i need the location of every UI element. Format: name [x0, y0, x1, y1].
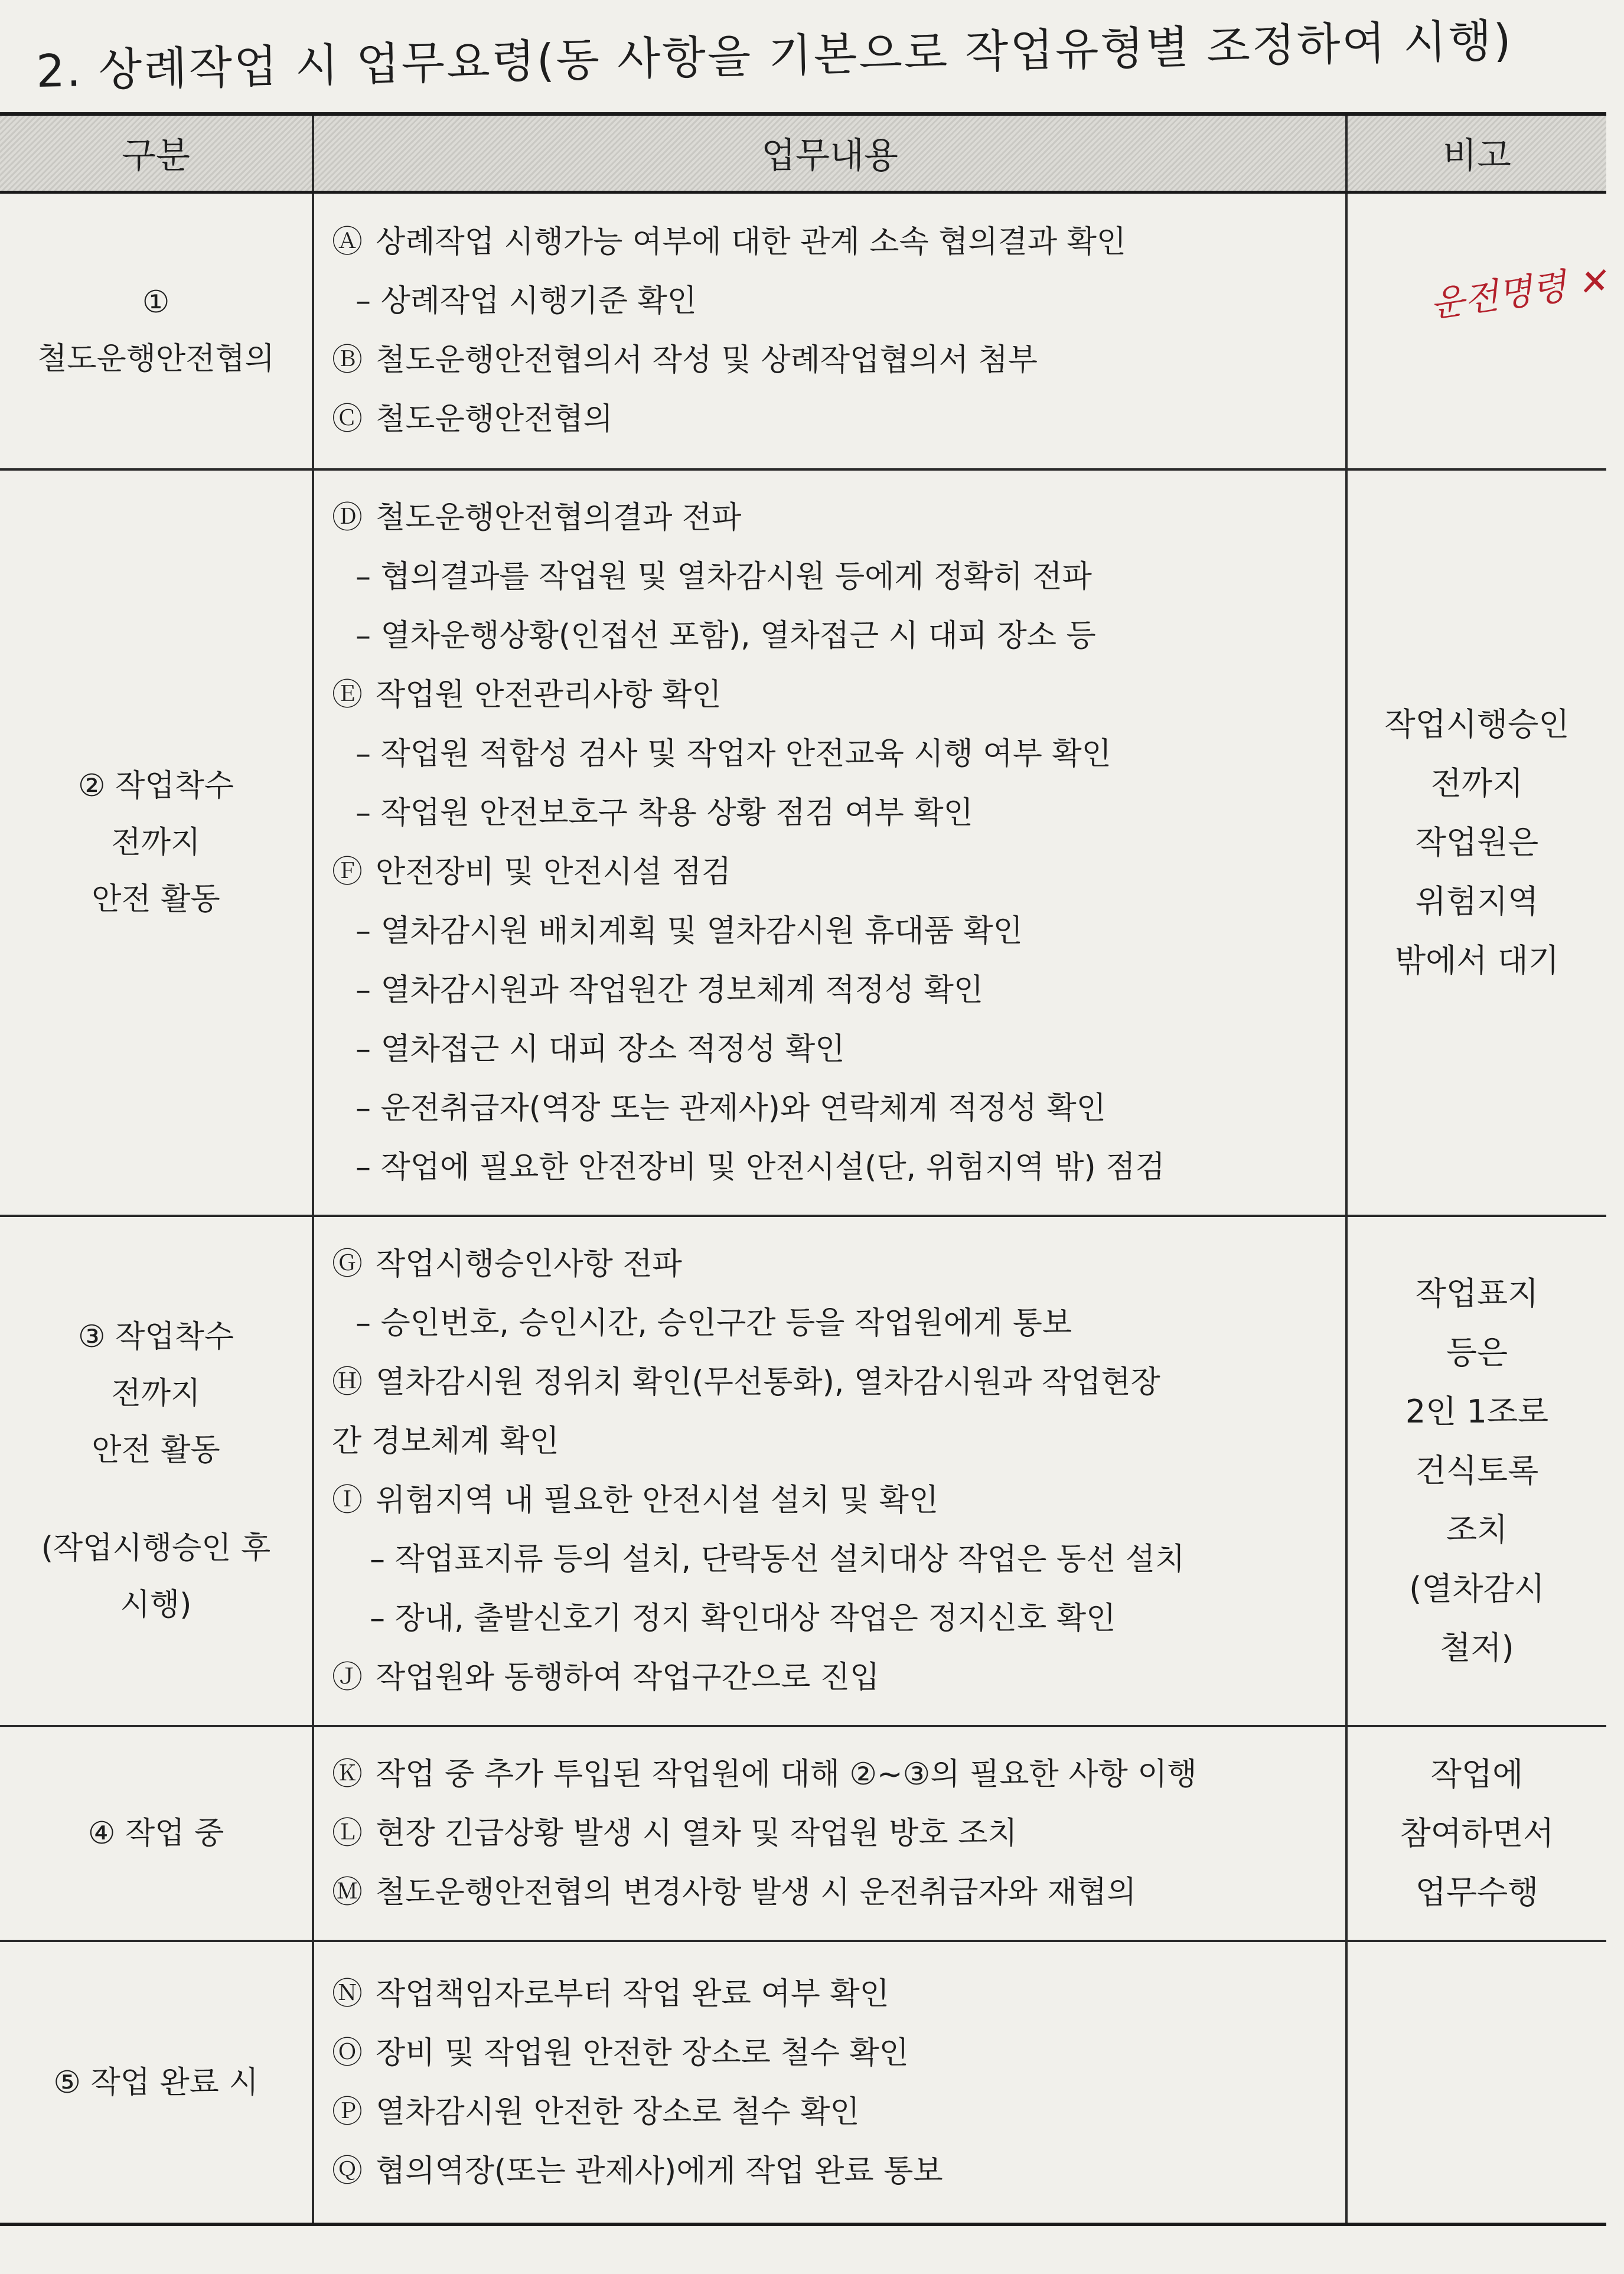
item-text: 상례작업 시행가능 여부에 대한 관계 소속 협의결과 확인 [376, 224, 1127, 260]
item-marker: Ⓑ [332, 342, 363, 379]
content-item [332, 1863, 1331, 1922]
item-text: 안전장비 및 안전시설 점검 [376, 854, 732, 890]
row-note [1346, 1216, 1606, 1726]
item-text: 열차감시원 안전한 장소로 철수 확인 [376, 2094, 860, 2130]
item-text: 현장 긴급상황 발생 시 열차 및 작업원 방호 조치 [376, 1816, 1018, 1851]
header-note: 비고 [1346, 114, 1606, 192]
row-content [313, 1941, 1346, 2224]
row-note [1346, 1726, 1606, 1941]
table-row [0, 1216, 1606, 1726]
content-continuation: 간 경보체계 확인 [332, 1424, 559, 1459]
row-category [0, 1216, 313, 1726]
item-text: 철도운행안전협의 변경사항 발생 시 운전취급자와 재협의 [376, 1875, 1137, 1910]
row-note [1346, 1941, 1606, 2224]
item-marker: Ⓔ [332, 677, 363, 713]
note-line: 철저) [1440, 1629, 1514, 1666]
category-line: ③ 작업착수 [77, 1319, 234, 1355]
row-content [313, 192, 1346, 469]
category-line: 안전 활동 [92, 882, 220, 917]
table-row [0, 469, 1606, 1216]
item-text: 작업 중 추가 투입된 작업원에 대해 ②~③의 필요한 사항 이행 [376, 1757, 1197, 1792]
category-line: ② 작업착수 [77, 768, 234, 804]
content-subitem: – 작업원 적합성 검사 및 작업자 안전교육 시행 여부 확인 [356, 736, 1111, 772]
category-line: ④ 작업 중 [87, 1816, 224, 1851]
item-text: 열차감시원 정위치 확인(무선통화), 열차감시원과 작업현장 [376, 1365, 1160, 1400]
item-marker: Ⓚ [332, 1757, 363, 1792]
item-marker: Ⓜ [332, 1875, 363, 1910]
content-subitem: – 열차감시원 배치계획 및 열차감시원 휴대품 확인 [356, 913, 1023, 949]
item-marker: Ⓖ [332, 1247, 363, 1282]
item-marker: Ⓓ [332, 500, 363, 536]
table-row [0, 1941, 1606, 2224]
table-row [0, 1726, 1606, 1941]
category-line: 시행) [120, 1587, 192, 1623]
content-item [332, 843, 1331, 902]
item-text: 위험지역 내 필요한 안전시설 설치 및 확인 [376, 1483, 939, 1518]
table-body [0, 192, 1606, 2224]
content-subitem: – 운전취급자(역장 또는 관제사)와 연락체계 적정성 확인 [356, 1091, 1106, 1126]
category-line: ① [142, 285, 170, 321]
note-line: 참여하면서 [1400, 1815, 1554, 1852]
category-line: 철도운행안전협의 [37, 341, 275, 377]
item-marker: Ⓗ [332, 1365, 363, 1400]
content-subitem: – 승인번호, 승인시간, 승인구간 등을 작업원에게 통보 [356, 1306, 1072, 1341]
note-line: 밖에서 대기 [1395, 942, 1559, 979]
note-line: 작업원은 [1415, 824, 1539, 861]
item-marker: Ⓕ [332, 854, 363, 890]
content-item [332, 2024, 1331, 2083]
item-text: 장비 및 작업원 안전한 장소로 철수 확인 [376, 2035, 909, 2071]
note-line: 작업시행승인 [1384, 706, 1570, 743]
category-line: 안전 활동 [92, 1433, 220, 1468]
item-marker: Ⓒ [332, 402, 363, 438]
header-content: 업무내용 [313, 114, 1346, 192]
item-marker: Ⓟ [332, 2094, 363, 2130]
note-line: (열차감시 [1409, 1570, 1545, 1607]
content-item [332, 1804, 1331, 1863]
note-line: 전까지 [1430, 765, 1524, 802]
category-line: 전까지 [111, 825, 201, 860]
content-item [332, 1471, 1331, 1530]
category-line: (작업시행승인 후 [41, 1531, 271, 1566]
content-subitem: – 열차감시원과 작업원간 경보체계 적정성 확인 [356, 973, 984, 1008]
handwritten-annotation: 운전명령 ✕ [1427, 260, 1610, 326]
content-item [332, 2083, 1331, 2142]
table-row [0, 192, 1606, 469]
item-text: 작업원와 동행하여 작업구간으로 진입 [376, 1660, 880, 1695]
note-line: 2인 1조로 [1405, 1393, 1549, 1430]
item-text: 협의역장(또는 관제사)에게 작업 완료 통보 [376, 2153, 943, 2189]
row-content [313, 1216, 1346, 1726]
header-category: 구분 [0, 114, 313, 192]
item-marker: Ⓞ [332, 2035, 363, 2071]
content-item [332, 665, 1331, 725]
item-marker: Ⓘ [332, 1483, 363, 1518]
content-item [332, 331, 1331, 390]
item-marker: Ⓐ [332, 224, 363, 260]
category-line: 전까지 [111, 1376, 201, 1411]
content-subitem: – 작업표지류 등의 설치, 단락동선 설치대상 작업은 동선 설치 [370, 1542, 1185, 1577]
item-text: 작업책임자로부터 작업 완료 여부 확인 [376, 1976, 889, 2012]
item-marker: Ⓝ [332, 1976, 363, 2012]
note-line: 작업표지 [1415, 1275, 1539, 1312]
note-line: 업무수행 [1415, 1874, 1539, 1911]
table-wrapper [0, 112, 1624, 2238]
row-note [1346, 469, 1606, 1216]
content-subitem: – 작업에 필요한 안전장비 및 안전시설(단, 위험지역 밖) 점검 [356, 1150, 1165, 1185]
row-category [0, 1726, 313, 1941]
content-subitem: – 협의결과를 작업원 및 열차감시원 등에게 정확히 전파 [356, 559, 1092, 595]
table-header-row [0, 114, 1606, 192]
note-line: 조치 [1446, 1511, 1508, 1548]
procedure-table [0, 112, 1606, 2226]
document-title: 2. 상례작업 시 업무요령(동 사항을 기본으로 작업유형별 조정하여 시행) [35, 14, 1514, 97]
row-content [313, 1726, 1346, 1941]
category-line [6, 1479, 306, 1520]
content-subitem: – 작업원 안전보호구 착용 상황 점검 여부 확인 [356, 795, 973, 831]
content-item [332, 2142, 1331, 2201]
content-item [332, 1648, 1331, 1707]
note-line: 등은 [1446, 1334, 1508, 1371]
content-item [332, 488, 1331, 547]
content-item [332, 1745, 1331, 1804]
content-item [332, 1965, 1331, 2024]
note-line: 건식토록 [1415, 1452, 1539, 1489]
item-text: 철도운행안전협의결과 전파 [376, 500, 742, 536]
item-text: 철도운행안전협의서 작성 및 상례작업협의서 첨부 [376, 342, 1038, 379]
item-marker: Ⓛ [332, 1816, 363, 1851]
content-item [332, 390, 1331, 449]
note-line: 작업에 [1430, 1756, 1524, 1793]
content-subitem: – 장내, 출발신호기 정지 확인대상 작업은 정지신호 확인 [370, 1601, 1116, 1636]
content-subitem: – 열차운행상황(인접선 포함), 열차접근 시 대피 장소 등 [356, 618, 1096, 654]
content-subitem: – 열차접근 시 대피 장소 적정성 확인 [356, 1032, 845, 1067]
note-line: 위험지역 [1415, 883, 1539, 920]
row-content [313, 469, 1346, 1216]
content-item [332, 1235, 1331, 1294]
content-item [332, 213, 1331, 272]
row-note [1346, 192, 1606, 469]
row-category [0, 192, 313, 469]
row-category [0, 469, 313, 1216]
content-subitem: – 상례작업 시행기준 확인 [356, 283, 697, 319]
item-text: 철도운행안전협의 [376, 402, 613, 438]
item-marker: Ⓠ [332, 2153, 363, 2189]
item-text: 작업시행승인사항 전파 [376, 1247, 682, 1282]
category-line: ⑤ 작업 완료 시 [53, 2064, 259, 2100]
item-marker: Ⓙ [332, 1660, 363, 1695]
content-item [332, 1353, 1331, 1412]
item-text: 작업원 안전관리사항 확인 [376, 677, 722, 713]
row-category [0, 1941, 313, 2224]
